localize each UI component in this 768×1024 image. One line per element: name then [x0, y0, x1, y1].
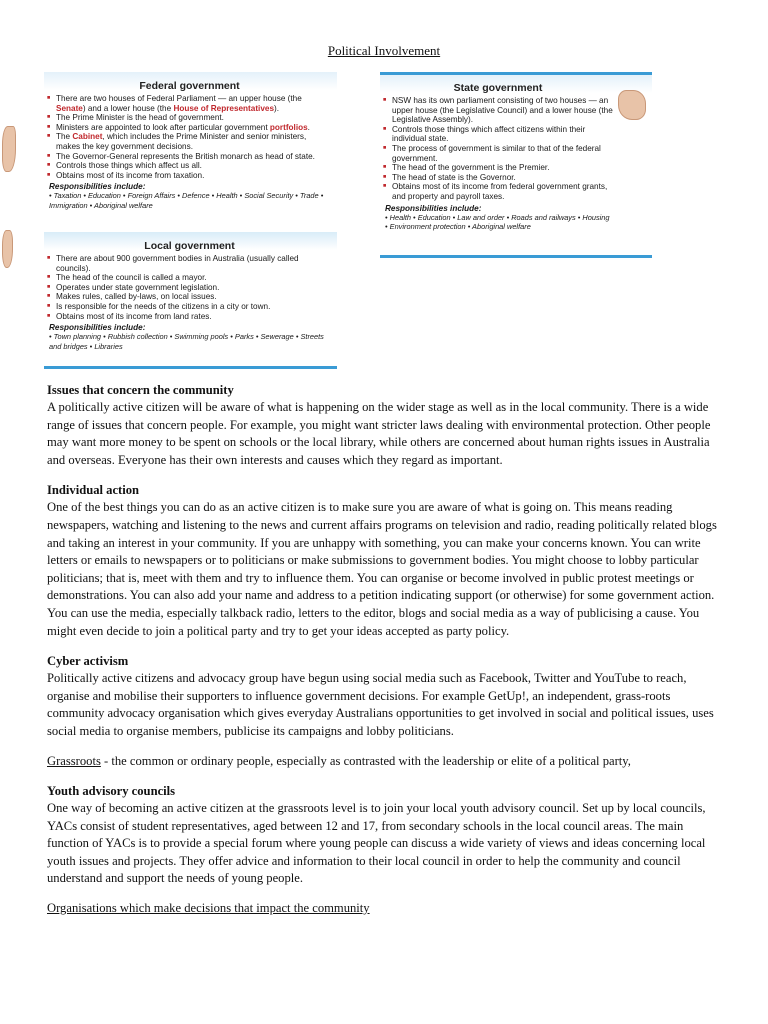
- list-item-text: The head of the government is the Premier.: [392, 163, 550, 173]
- list-item: [383, 173, 613, 183]
- grassroots-definition: [47, 753, 723, 771]
- australia-map-icon: [2, 126, 16, 172]
- panel-border: [380, 255, 652, 258]
- local-government-panel: [44, 232, 337, 369]
- list-item: [47, 254, 332, 273]
- local-list: [47, 254, 332, 321]
- list-item: [47, 94, 332, 113]
- list-item-text: Obtains most of its income from land rates.: [56, 311, 212, 321]
- list-item: [47, 283, 332, 293]
- list-item: [383, 125, 613, 144]
- list-item: [47, 123, 332, 133]
- list-item-text: NSW has its own parliament consisting of two houses — an upper house (the Legislative Council) and a lower house (the Legislative Assembly).: [392, 96, 613, 125]
- document-body: [47, 381, 723, 930]
- list-item: [383, 163, 613, 173]
- individual-action-heading: Individual action: [47, 483, 140, 498]
- list-item-text: There are two houses of Federal Parliament — an upper house (the: [56, 94, 302, 103]
- nsw-map-icon: [618, 90, 646, 120]
- page-title: Political Involvement: [327, 43, 441, 58]
- issues-heading: Issues that concern the community: [47, 383, 234, 397]
- state-list: [383, 96, 613, 202]
- issues-paragraph: A politically active citizen will be aware of what is happening on the wider stage as well as in the local community. There is a wide range of issues that concern people. For example, you might want stricter laws dealing with environmental protection. Other people may want more money to be spent on schools or the local library, while others are concerned about human rights issues in Australia and overseas. Everyone has their own interests and causes which they regard as important.: [47, 400, 711, 467]
- list-item-text: The process of government is similar to that of the federal government.: [392, 143, 601, 163]
- federal-responsibilities-text: • Taxation • Education • Foreign Affairs • Defence • Health • Social Security • Trade • Immigration • Aboriginal welfare: [49, 191, 324, 210]
- list-item-text: The head of the council is called a mayor.: [56, 273, 207, 283]
- list-item: [47, 132, 332, 151]
- list-item-text: ).: [274, 103, 280, 113]
- list-item: [47, 292, 332, 302]
- state-responsibilities-text: • Health • Education • Law and order • Roads and railways • Housing • Environment protection • Aboriginal welfare: [385, 212, 610, 232]
- highlight-term: House of Representatives: [173, 103, 274, 113]
- list-item-text: The head of state is the Governor.: [392, 172, 516, 182]
- organisations-heading: Organisations which make decisions that impact the community: [47, 901, 370, 916]
- list-item-text: Obtains most of its income from taxation.: [56, 170, 205, 180]
- list-item-text: Operates under state government legislation.: [56, 282, 220, 292]
- list-item: [383, 144, 613, 163]
- list-item: [47, 161, 332, 171]
- list-item: [383, 182, 613, 201]
- federal-responsibilities-title: Responsibilities include:: [49, 182, 146, 192]
- state-title: State government: [453, 82, 543, 94]
- federal-title: Federal government: [139, 80, 240, 92]
- grassroots-term: Grassroots: [47, 753, 101, 768]
- highlight-term: Cabinet: [72, 132, 103, 142]
- list-item: [47, 312, 332, 322]
- list-item-text: The: [56, 132, 73, 142]
- list-item-text: Is responsible for the needs of the citizens in a city or town.: [56, 301, 271, 311]
- cyber-activism-heading: Cyber activism: [47, 654, 129, 669]
- list-item-text: The Prime Minister is the head of government.: [56, 113, 224, 123]
- grassroots-definition-text: - the common or ordinary people, especially as contrasted with the leadership or elite of a political party,: [100, 753, 631, 768]
- youth-councils-heading: Youth advisory councils: [47, 784, 176, 799]
- youth-councils-paragraph: One way of becoming an active citizen at the grassroots level is to join your local youth advisory council. Set up by local councils, YACs consist of student representatives, aged between 12 and 17, from secondary schools in the local council areas. The main function of YACs is to provide a special forum where young people can discuss a wide variety of views and ideas concerning local youth issues and projects. They offer advice and information to their local council in order to help the community and council understand and support the needs of young people.: [47, 801, 706, 886]
- state-government-panel: [380, 72, 652, 258]
- list-item: [47, 302, 332, 312]
- list-item-text: Makes rules, called by-laws, on local issues.: [56, 292, 217, 302]
- highlight-term: portfolios: [269, 122, 308, 132]
- panel-border: [44, 366, 337, 369]
- individual-action-paragraph: One of the best things you can do as an active citizen is to make sure you are aware of what is going on. This means reading newspapers, watching and listening to the news and current affairs programs on television and radio, reading politically related blogs and taking an interest in your community. If you are unhappy with something, you can make your concerns known. You can write letters or emails to newspapers or to politicians or make submissions to government bodies. You might choose to lobby particular politicians; that is, meet with them and try to influence them. You can organise or become involved in public protest meetings or demonstrations. You can also add your name and address to a petition indicating support (or otherwise) for some government action. You can use the media, especially talkback radio, letters to the editor, blogs and social media as a way of publicising a cause. You might even decide to join a political party and try to get your ideas accepted as party policy.: [47, 500, 717, 638]
- local-responsibilities-title: Responsibilities include:: [49, 323, 146, 333]
- federal-list: [47, 94, 332, 180]
- list-item-text: Controls those things which affect citizens within their individual state.: [392, 124, 586, 144]
- federal-government-panel: [44, 72, 337, 232]
- list-item-text: There are about 900 government bodies in Australia (usually called councils).: [56, 254, 299, 273]
- list-item: [47, 113, 332, 123]
- highlight-term: Senate: [56, 103, 83, 113]
- list-item: [47, 171, 332, 181]
- list-item-text: .: [307, 122, 310, 132]
- local-responsibilities-text: • Town planning • Rubbish collection • Swimming pools • Parks • Sewerage • Streets and bridges • Libraries: [49, 332, 324, 351]
- list-item-text: , which includes the Prime Minister and senior ministers, makes the key government decisions.: [56, 132, 307, 151]
- state-responsibilities-title: Responsibilities include:: [385, 203, 482, 213]
- cyber-activism-paragraph: Politically active citizens and advocacy group have begun using social media such as Facebook, Twitter and YouTube to reach, organise and mobilise their supporters to influence government decisions. For example GetUp!, an independent, grass-roots community advocacy organisation which gives everyday Australians opportunities to get involved in social and political issues, uses social media to organise members, publicise its campaigns and lobby politicians.: [47, 671, 714, 738]
- australia-map-icon: [2, 230, 13, 268]
- list-item-text: ) and a lower house (the: [82, 103, 174, 113]
- list-item: [47, 152, 332, 162]
- list-item-text: Ministers are appointed to look after particular government: [56, 122, 270, 132]
- list-item-text: The Governor-General represents the British monarch as head of state.: [56, 151, 315, 161]
- list-item-text: Controls those things which affect us all.: [56, 161, 202, 171]
- list-item: [383, 96, 613, 125]
- local-title: Local government: [144, 240, 235, 252]
- list-item-text: Obtains most of its income from federal government grants, and property and payroll taxes.: [392, 182, 608, 201]
- list-item: [47, 273, 332, 283]
